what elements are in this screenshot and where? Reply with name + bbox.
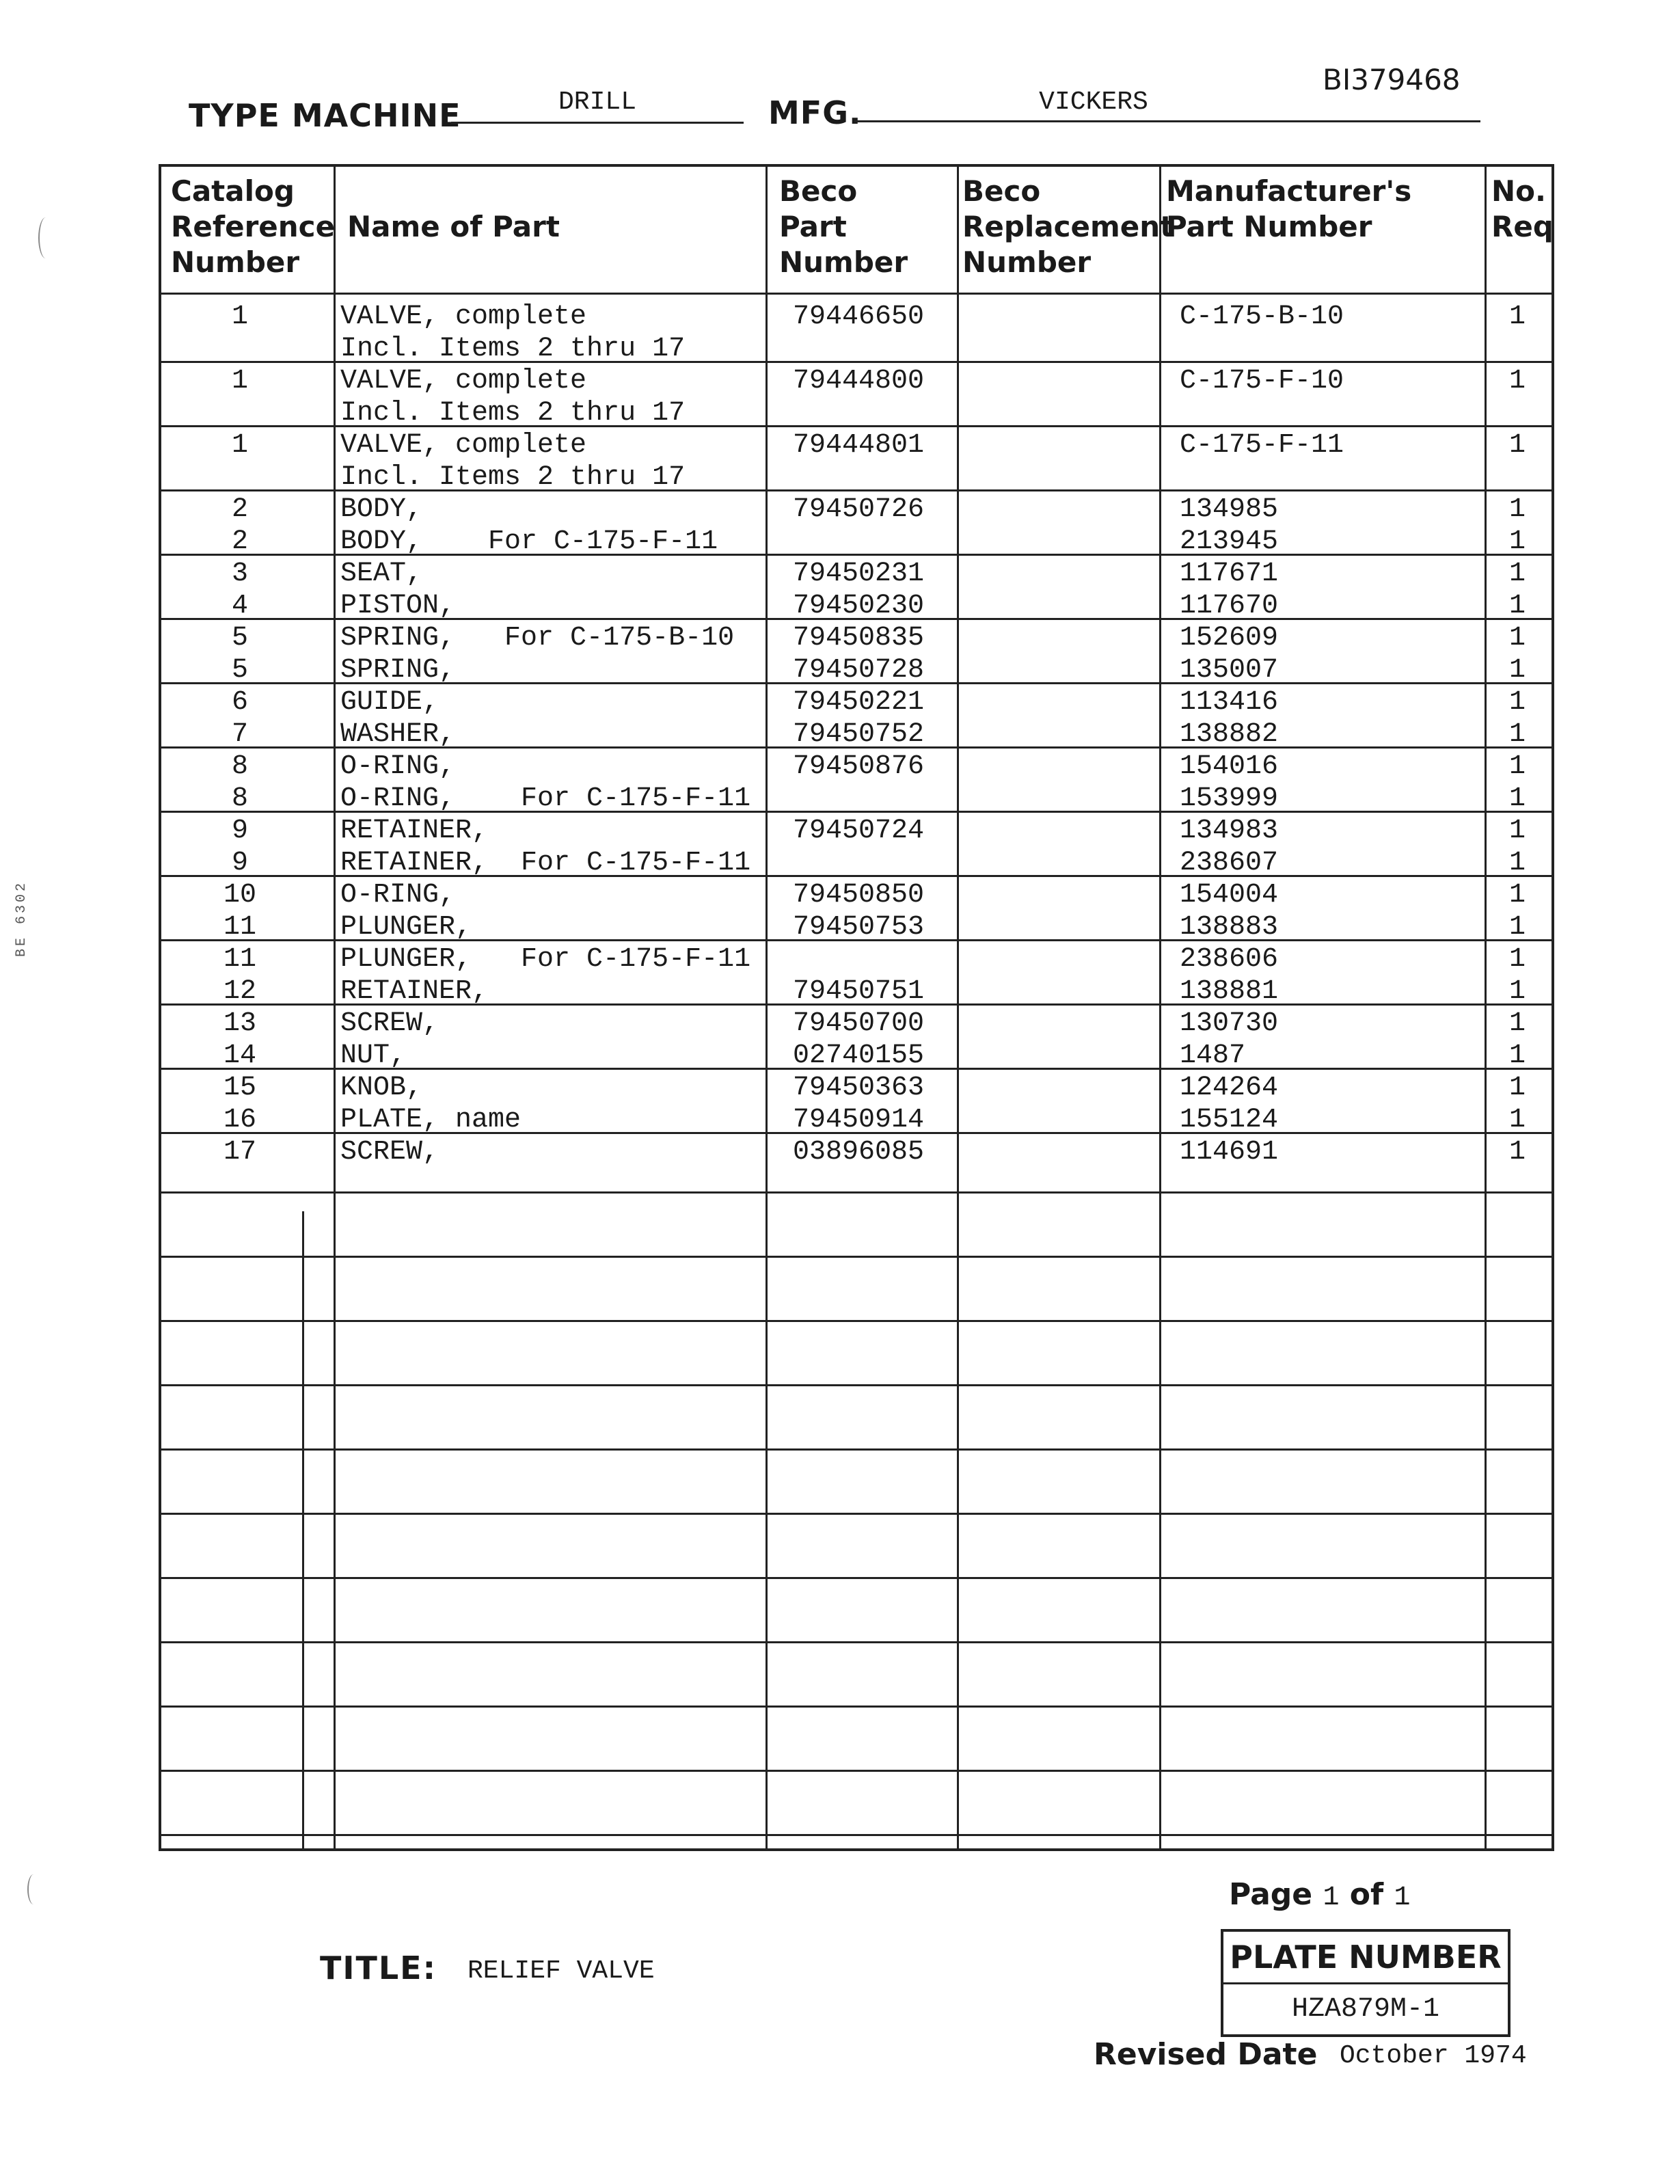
manufacturer-part-number-cell: 238606 bbox=[1180, 944, 1279, 975]
catalog-ref-cell: 8 bbox=[231, 751, 248, 782]
catalog-ref-cell: 1 bbox=[231, 430, 248, 461]
catalog-ref-cell: 2 bbox=[231, 526, 248, 557]
row-divider bbox=[161, 811, 1552, 813]
number-required-cell: 1 bbox=[1509, 558, 1526, 589]
catalog-ref-cell: 7 bbox=[231, 719, 248, 750]
row-divider bbox=[161, 1068, 1552, 1070]
catalog-ref-cell: 2 bbox=[231, 494, 248, 525]
catalog-ref-cell: 11 bbox=[223, 944, 256, 975]
beco-part-number-cell: 79450914 bbox=[793, 1105, 925, 1135]
parts-table bbox=[159, 164, 1554, 1851]
manufacturer-part-number-cell: C-175-F-10 bbox=[1180, 366, 1344, 396]
column-divider bbox=[1485, 167, 1487, 1848]
number-required-cell: 1 bbox=[1509, 1105, 1526, 1135]
catalog-ref-cell: 5 bbox=[231, 623, 248, 653]
column-divider bbox=[957, 167, 959, 1848]
beco-part-number-cell: 79450753 bbox=[793, 912, 925, 943]
number-required-cell: 1 bbox=[1509, 751, 1526, 782]
part-name-cell: SCREW, bbox=[340, 1137, 439, 1168]
beco-part-number-cell: 79450835 bbox=[793, 623, 925, 653]
part-name-cell: PLUNGER, For C-175-F-11 bbox=[340, 944, 751, 975]
manufacturer-part-number-cell: 113416 bbox=[1180, 687, 1279, 718]
part-name-cell: PISTON, bbox=[340, 591, 456, 621]
number-required-cell: 1 bbox=[1509, 430, 1526, 461]
column-header-beco-part-number: Beco Part Number bbox=[779, 174, 908, 279]
manufacturer-part-number-cell: 117671 bbox=[1180, 558, 1279, 589]
catalog-ref-cell: 1 bbox=[231, 301, 248, 332]
beco-part-number-cell: 79450751 bbox=[793, 976, 925, 1007]
beco-part-number-cell: 79450230 bbox=[793, 591, 925, 621]
part-name-cell: KNOB, bbox=[340, 1073, 423, 1103]
beco-part-number-cell: 79444800 bbox=[793, 366, 925, 396]
empty-row-divider bbox=[161, 1577, 1552, 1579]
part-name-cell: BODY, For C-175-F-11 bbox=[340, 526, 718, 557]
part-name-cell: WASHER, bbox=[340, 719, 456, 750]
number-required-cell: 1 bbox=[1509, 815, 1526, 846]
beco-part-number-cell: 79446650 bbox=[793, 301, 925, 332]
revised-date-value: October 1974 bbox=[1340, 2041, 1527, 2071]
beco-part-number-cell: 02740155 bbox=[793, 1040, 925, 1071]
row-divider bbox=[161, 554, 1552, 556]
part-name-cell: GUIDE, bbox=[340, 687, 439, 718]
part-name-note-cell: Incl. Items 2 thru 17 bbox=[340, 334, 686, 364]
number-required-cell: 1 bbox=[1509, 526, 1526, 557]
part-name-cell: SCREW, bbox=[340, 1008, 439, 1039]
document-id: BI379468 bbox=[1323, 63, 1461, 96]
type-machine-label: TYPE MACHINE bbox=[189, 97, 461, 134]
manufacturer-part-number-cell: 134985 bbox=[1180, 494, 1279, 525]
catalog-ref-cell: 1 bbox=[231, 366, 248, 396]
column-divider bbox=[766, 167, 768, 1848]
row-divider bbox=[161, 618, 1552, 620]
beco-part-number-cell: 79450221 bbox=[793, 687, 925, 718]
part-name-cell: PLUNGER, bbox=[340, 912, 472, 943]
empty-row-divider bbox=[161, 1834, 1552, 1836]
manufacturer-part-number-cell: 124264 bbox=[1180, 1073, 1279, 1103]
part-name-cell: RETAINER, bbox=[340, 815, 489, 846]
row-divider bbox=[161, 1191, 1552, 1194]
manufacturer-part-number-cell: 138882 bbox=[1180, 719, 1279, 750]
number-required-cell: 1 bbox=[1509, 719, 1526, 750]
row-divider bbox=[161, 489, 1552, 491]
number-required-cell: 1 bbox=[1509, 591, 1526, 621]
column-divider bbox=[1159, 167, 1161, 1848]
catalog-ref-cell: 4 bbox=[231, 591, 248, 621]
part-name-cell: SPRING, For C-175-B-10 bbox=[340, 623, 735, 653]
part-name-cell: O-RING, bbox=[340, 880, 456, 911]
number-required-cell: 1 bbox=[1509, 623, 1526, 653]
beco-part-number-cell: 79450850 bbox=[793, 880, 925, 911]
empty-row-divider bbox=[161, 1448, 1552, 1451]
scan-mark bbox=[38, 217, 53, 258]
manufacturer-part-number-cell: 238607 bbox=[1180, 848, 1279, 878]
catalog-ref-cell: 11 bbox=[223, 912, 256, 943]
number-required-cell: 1 bbox=[1509, 944, 1526, 975]
beco-part-number-cell: 79450726 bbox=[793, 494, 925, 525]
beco-part-number-cell: 79444801 bbox=[793, 430, 925, 461]
manufacturer-part-number-cell: 138881 bbox=[1180, 976, 1279, 1007]
mfg-label: MFG. bbox=[768, 94, 862, 131]
manufacturer-part-number-cell: 154016 bbox=[1180, 751, 1279, 782]
catalog-ref-cell: 13 bbox=[223, 1008, 256, 1039]
revised-date-label: Revised Date bbox=[1094, 2037, 1318, 2072]
type-machine-line bbox=[451, 122, 744, 124]
column-header-catalog-reference: Catalog Reference Number bbox=[171, 174, 336, 279]
manufacturer-part-number-cell: 138883 bbox=[1180, 912, 1279, 943]
catalog-ref-cell: 17 bbox=[223, 1137, 256, 1168]
mfg-line bbox=[854, 120, 1480, 122]
number-required-cell: 1 bbox=[1509, 848, 1526, 878]
title-value: RELIEF VALVE bbox=[468, 1956, 655, 1986]
column-divider bbox=[334, 167, 336, 1848]
number-required-cell: 1 bbox=[1509, 880, 1526, 911]
catalog-ref-cell: 3 bbox=[231, 558, 248, 589]
manufacturer-part-number-cell: 155124 bbox=[1180, 1105, 1279, 1135]
row-divider bbox=[161, 425, 1552, 427]
catalog-ref-cell: 14 bbox=[223, 1040, 256, 1071]
empty-row-divider bbox=[161, 1513, 1552, 1515]
page-indicator: Page 1 of 1 bbox=[1229, 1877, 1411, 1913]
number-required-cell: 1 bbox=[1509, 912, 1526, 943]
part-name-note-cell: Incl. Items 2 thru 17 bbox=[340, 462, 686, 493]
manufacturer-part-number-cell: C-175-F-11 bbox=[1180, 430, 1344, 461]
beco-part-number-cell: 03896085 bbox=[793, 1137, 925, 1168]
number-required-cell: 1 bbox=[1509, 1008, 1526, 1039]
manufacturer-part-number-cell: 134983 bbox=[1180, 815, 1279, 846]
number-required-cell: 1 bbox=[1509, 301, 1526, 332]
beco-part-number-cell: 79450363 bbox=[793, 1073, 925, 1103]
beco-part-number-cell: 79450728 bbox=[793, 655, 925, 686]
type-machine-value: DRILL bbox=[558, 87, 637, 117]
manufacturer-part-number-cell: 153999 bbox=[1180, 783, 1279, 814]
beco-part-number-cell: 79450752 bbox=[793, 719, 925, 750]
row-divider bbox=[161, 361, 1552, 363]
number-required-cell: 1 bbox=[1509, 976, 1526, 1007]
beco-part-number-cell: 79450876 bbox=[793, 751, 925, 782]
number-required-cell: 1 bbox=[1509, 1137, 1526, 1168]
beco-part-number-cell: 79450231 bbox=[793, 558, 925, 589]
title-label: TITLE: bbox=[320, 1950, 437, 1986]
empty-row-divider bbox=[161, 1320, 1552, 1322]
empty-row-divider bbox=[161, 1641, 1552, 1643]
column-header-manufacturer-part-number: Manufacturer's Part Number bbox=[1166, 174, 1412, 243]
number-required-cell: 1 bbox=[1509, 494, 1526, 525]
manufacturer-part-number-cell: 114691 bbox=[1180, 1137, 1279, 1168]
part-name-cell: VALVE, complete bbox=[340, 366, 587, 396]
part-name-cell: SEAT, bbox=[340, 558, 423, 589]
part-name-cell: NUT, bbox=[340, 1040, 407, 1071]
manufacturer-part-number-cell: 1487 bbox=[1180, 1040, 1246, 1071]
part-name-cell: RETAINER, bbox=[340, 976, 489, 1007]
number-required-cell: 1 bbox=[1509, 1073, 1526, 1103]
catalog-ref-cell: 9 bbox=[231, 815, 248, 846]
column-divider-lower bbox=[302, 1211, 304, 1848]
catalog-ref-cell: 12 bbox=[223, 976, 256, 1007]
number-required-cell: 1 bbox=[1509, 687, 1526, 718]
number-required-cell: 1 bbox=[1509, 783, 1526, 814]
manufacturer-part-number-cell: 135007 bbox=[1180, 655, 1279, 686]
number-required-cell: 1 bbox=[1509, 1040, 1526, 1071]
catalog-ref-cell: 16 bbox=[223, 1105, 256, 1135]
row-divider bbox=[161, 746, 1552, 749]
beco-part-number-cell: 79450724 bbox=[793, 815, 925, 846]
part-name-cell: VALVE, complete bbox=[340, 430, 587, 461]
part-name-cell: VALVE, complete bbox=[340, 301, 587, 332]
row-divider bbox=[161, 939, 1552, 941]
empty-row-divider bbox=[161, 1770, 1552, 1772]
plate-number-box bbox=[1221, 1929, 1510, 2037]
column-header-name-of-part: Name of Part bbox=[347, 210, 560, 243]
manufacturer-part-number-cell: 117670 bbox=[1180, 591, 1279, 621]
catalog-ref-cell: 9 bbox=[231, 848, 248, 878]
empty-row-divider bbox=[161, 1384, 1552, 1386]
mfg-value: VICKERS bbox=[1039, 87, 1148, 117]
header-divider bbox=[161, 293, 1552, 295]
empty-row-divider bbox=[161, 1706, 1552, 1708]
part-name-cell: RETAINER, For C-175-F-11 bbox=[340, 848, 751, 878]
catalog-ref-cell: 10 bbox=[223, 880, 256, 911]
part-name-cell: BODY, bbox=[340, 494, 423, 525]
beco-part-number-cell: 79450700 bbox=[793, 1008, 925, 1039]
row-divider bbox=[161, 875, 1552, 877]
catalog-ref-cell: 6 bbox=[231, 687, 248, 718]
column-header-beco-replacement-number: Beco Replacement Number bbox=[962, 174, 1174, 279]
plate-number-label: PLATE NUMBER bbox=[1223, 1932, 1508, 1984]
side-code: BE 6302 bbox=[14, 880, 29, 957]
row-divider bbox=[161, 1003, 1552, 1006]
row-divider bbox=[161, 1132, 1552, 1134]
catalog-ref-cell: 5 bbox=[231, 655, 248, 686]
scan-mark bbox=[27, 1874, 40, 1904]
empty-row-divider bbox=[161, 1256, 1552, 1258]
catalog-ref-cell: 15 bbox=[223, 1073, 256, 1103]
part-name-cell: O-RING, bbox=[340, 751, 456, 782]
manufacturer-part-number-cell: C-175-B-10 bbox=[1180, 301, 1344, 332]
part-name-cell: SPRING, bbox=[340, 655, 456, 686]
number-required-cell: 1 bbox=[1509, 366, 1526, 396]
catalog-ref-cell: 8 bbox=[231, 783, 248, 814]
number-required-cell: 1 bbox=[1509, 655, 1526, 686]
part-name-cell: O-RING, For C-175-F-11 bbox=[340, 783, 751, 814]
part-name-cell: PLATE, name bbox=[340, 1105, 521, 1135]
plate-number-value: HZA879M-1 bbox=[1291, 1994, 1440, 2025]
manufacturer-part-number-cell: 213945 bbox=[1180, 526, 1279, 557]
manufacturer-part-number-cell: 130730 bbox=[1180, 1008, 1279, 1039]
manufacturer-part-number-cell: 152609 bbox=[1180, 623, 1279, 653]
manufacturer-part-number-cell: 154004 bbox=[1180, 880, 1279, 911]
row-divider bbox=[161, 682, 1552, 684]
column-header-number-required: No. Req bbox=[1491, 174, 1554, 243]
part-name-note-cell: Incl. Items 2 thru 17 bbox=[340, 398, 686, 429]
